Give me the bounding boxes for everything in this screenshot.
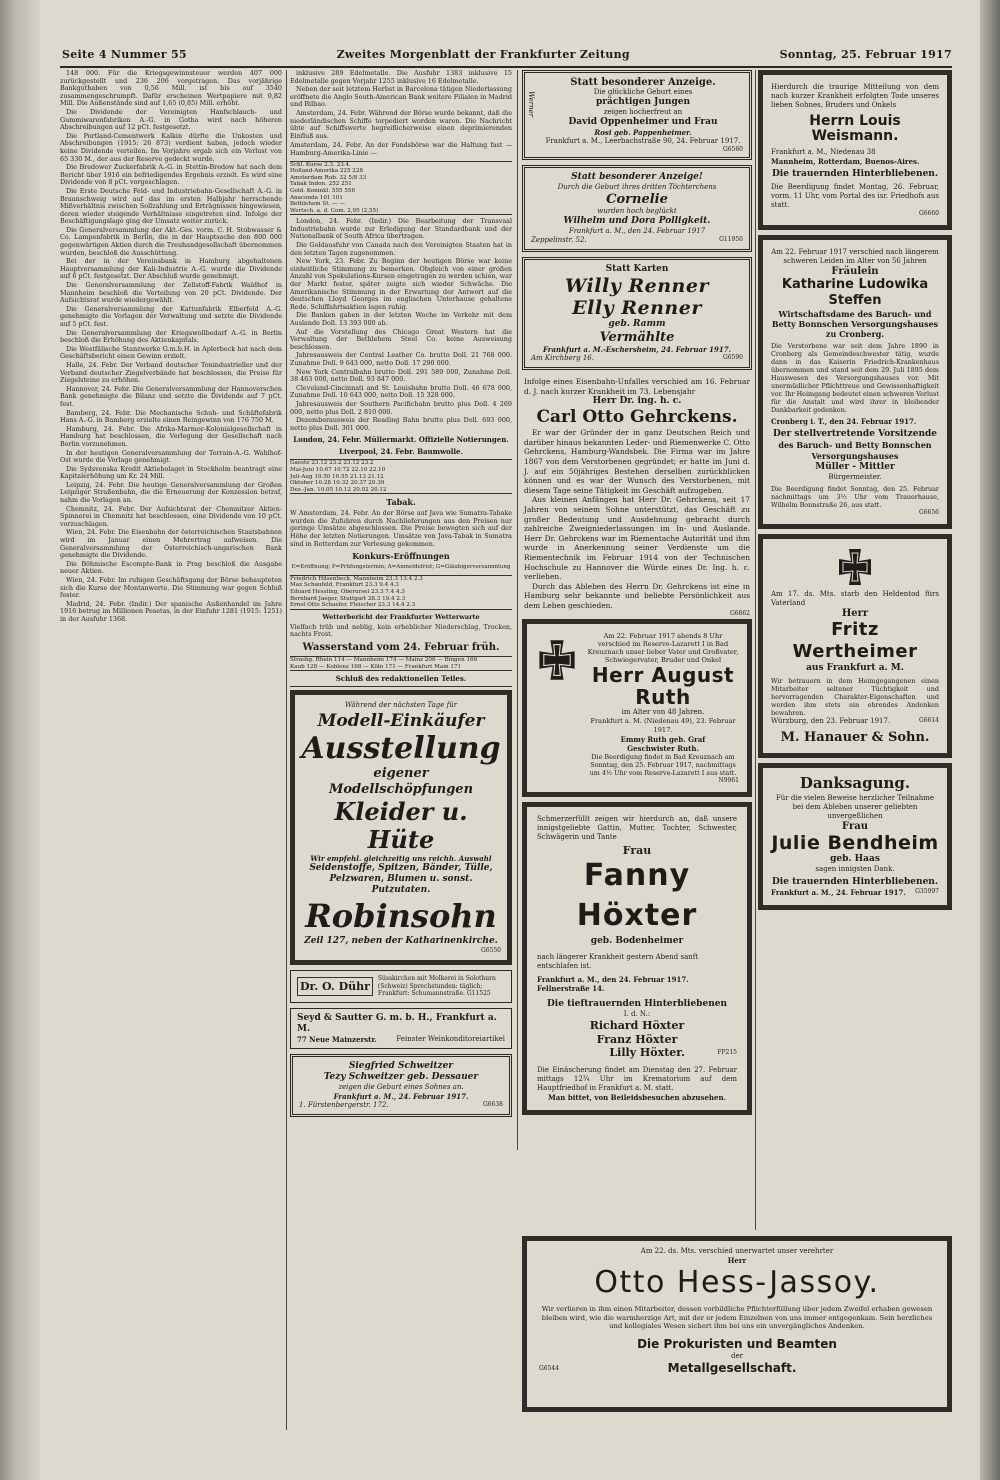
hoexter-place: Frankfurt a. M., den 24. Februar 1917. Fellnerstraße 14.	[537, 975, 689, 994]
polligkeit-text: Durch die Geburt ihres dritten Töchterchens	[557, 183, 717, 191]
column-rule-1	[286, 70, 287, 1430]
col1-paragraph: Die Bredower Zuckerfabrik A.-G. in Stettin-Bredow hat nach dem Bericht über 1916 ein befriedigendes Ergebnis erzielt. Es wird eine Dividende von 8 pCt. vorgeschlagen.	[60, 163, 282, 187]
konkurs-table-row: Bernhard Jaeger, Stuttgart 28.3 19.4 2.3	[290, 595, 406, 602]
seyd-row	[297, 1035, 505, 1044]
robinsohn-line4: Kleider u. Hüte	[334, 797, 468, 855]
bendheim-frau: Frau	[842, 821, 868, 832]
renner-place: Frankfurt a. M.-Eschersheim, 24. Februar 1917.	[542, 345, 732, 354]
ad-seyd-sautter	[290, 1008, 512, 1049]
oppenheimer-place: Frankfurt a. M., Leerbachstraße 90, 24. Februar 1917.	[545, 137, 741, 145]
polligkeit-text2: wurden hoch beglückt	[597, 207, 677, 215]
col2-mid-paragraph: Die Goldausfuhr von Canada nach den Vereinigten Staaten hat in den letzten Tagen zugenommen.	[290, 241, 512, 257]
col2-mid-paragraph: London, 24. Febr. (Indir.) Die Bearbeitung der Transvaal Industriebahn wurde zur Erledigung der Standardbank und der Nationalbank of South Africa übertragen.	[290, 217, 512, 241]
steffen-role: Wirtschaftsdame des Baruch- und Betty Bonnschen Versorgungshauses zu Cronberg.	[771, 309, 939, 339]
amsterdam-table-row: Anaconda 101 101	[290, 194, 343, 201]
amsterdam-table-row: Holland-Amerika 225 228	[290, 168, 363, 175]
weismann-code: G6660	[918, 210, 939, 217]
bendheim-code: G35997	[915, 888, 939, 895]
markets-mid-text	[290, 218, 512, 432]
steffen-body: Die Verstorbene war seit dem Jahre 1890 in Cronberg als Gemeindeschwester tätig, wurde dann in das Kaiserin Friedrich-Krankenhaus übernommen und stand seit dem 29. Juli 1895 dem Hauswesen des Versorgungshauses vor. Mit unermüdlicher Pflichttreue und Gewissenhaftigkeit vor. Ihr Heimgang bedeutet einen schweren Verlust für die Anstalt und wird ihrer in bleibender Dankbarkeit gedenken.	[771, 342, 939, 414]
bendheim-text: Für die vielen Beweise herzlicher Teilnahme bei dem Ableben unserer geliebten unvergeßlichen	[775, 794, 935, 820]
col2-mid-paragraph: New York, 23. Febr. Zu Beginn der heutigen Börse war keine einheitliche Stimmung zu bemerken. Obgleich von einer großen Anzahl von Spekulations-Kursen eingetragen zu werden schien, war der Markt fester, später zeigte sich wieder Schwäche. Die Amerikanische Stimmung in der Erwartung der Antwort auf die deutschen Lloyd Georges im englischen Unterhause gehaltene Rede. Schiffahrtsaktien lagen ruhig.	[290, 257, 512, 311]
polligkeit-code: G11956	[719, 236, 743, 243]
col2-top-paragraph: Amsterdam, 24. Febr. Während der Börse wurde bekannt, daß die niederländischen Schiffe torpediert worden waren. Die Nachricht übte auf Schiffswerte begreiflicherweise einen deprimierenden Einfluß aus.	[290, 108, 512, 140]
hoexter-text: nach längerer Krankheit gestern Abend sanft entschlafen ist.	[537, 953, 699, 971]
steffen-place: Cronberg i. T., den 24. Februar 1917.	[771, 417, 917, 426]
tabak-text: W Amsterdam, 24. Febr. An der Börse auf Java wie Sumatra-Tabake wurden die Zufuhren durch Nachlieferungen aus den Preisen nur geringe Umsätze abgeschlossen. Die Preise bewegten sich auf der Höhe der letzten Notierungen. Umsätze von Java-Tabak in Sumatra sind in Rotterdam zur Verlesung gekommen.	[290, 509, 512, 548]
steffen-sig4: Bürgermeister.	[828, 473, 882, 481]
bendheim-foot	[771, 888, 939, 897]
schweitzer-name2: Tezy Schweitzer geb. Dessauer	[323, 1071, 479, 1082]
gehrckens-title: Herr Dr. ing. h. c.	[592, 396, 682, 407]
oppenheimer-title: Statt besonderer Anzeige.	[570, 77, 716, 88]
steffen-name: Katharine Ludowika Steffen	[781, 277, 929, 308]
col1-paragraph: Wien, 24. Febr. Die Eisenbahn der österreichischen Staatsbahnen wird im Januar einen Mehrertrag aufweisen. Die Generalversammlung der Österreichisch-ungarischen Bank genehmigte die Dividende.	[60, 528, 282, 560]
col1-paragraph: Bei der in der Vereinsbank in Hamburg abgehaltenen Hauptversammlung der Kali-Industrie A.-G. wurde die Dividende auf 6 pCt. festgesetzt. Der Abschluß wurde genehmigt.	[60, 257, 282, 281]
renner-name2: Elly Renner	[572, 297, 702, 319]
page-binding	[0, 0, 40, 1480]
wertheimer-name: Fritz Wertheimer	[792, 619, 918, 662]
renner-geb: geb. Ramm	[608, 319, 666, 329]
hoexter-intro: Schmerzerfüllt zeigen wir hierdurch an, daß unsere innigstgeliebte Gattin, Mutter, Tochter, Schwester, Schwägerin und Tante	[537, 815, 737, 842]
polligkeit-title: Statt besonderer Anzeige!	[571, 172, 703, 182]
weismann-funeral: Die Beerdigung findet Montag, 26. Februar, vorm. 11 Uhr, vom Portal des isr. Friedhofs aus statt.	[771, 183, 939, 209]
wertheimer-body: Wir betrauern in dem Heimgegangenen einen Mitarbeiter seltener Tüchtigkeit und hervorragenden Charakter-Eigenschaften und werden ihm stets ein ehrendes Andenken bewahren.	[771, 677, 939, 717]
col1-paragraph: Die Dividende der Vereinigten Hanfschlauch- und Gummiwarenfabriken A.-G. in Gotha wird nach höheren Abschreibungen auf 12 pCt. festgesetzt.	[60, 107, 282, 132]
column-family-notices	[522, 70, 752, 1370]
konkurs-table-row: Friedrich Hilsenbeck, Mannheim 23.3 13.4 2.3	[290, 575, 423, 582]
col1-paragraph: Hamburg, 24. Febr. Die Afrika-Marmor-Kolonialgesellschaft in Hamburg hat beschlossen, die Verlegung der Gesellschaft nach Berlin vorzunehmen.	[60, 424, 282, 448]
col1-paragraph: Hannover, 24. Febr. Die Generalversammlung der Hannoverschen Bank genehmigte die Bilanz und setzte die Dividende auf 7 pCt. fest.	[60, 384, 282, 408]
hoexter-m3: Lilly Höxter.	[609, 1046, 685, 1060]
liverpool-table-row: Oktober 10.28 10.32 20.37 20.39	[290, 480, 385, 487]
header-rule	[60, 66, 952, 68]
ad-robinsohn	[290, 690, 512, 965]
hoexter-code: FP215	[717, 1049, 737, 1057]
hoexter-idn: I. d. N.:	[623, 1010, 651, 1019]
col1-paragraph: Die Böhmische Escompte-Bank in Prag beschloß die Ausgabe neuer Aktien.	[60, 559, 282, 576]
robinsohn-code: G6550	[480, 947, 501, 955]
ad-schweitzer	[290, 1054, 512, 1117]
wetter-heading: Wetterbericht der Frankfurter Wetterwarte	[322, 612, 480, 621]
col1-paragraph: 148 000. Für die Kriegsgewinnsteuer werden 407 000 zurückgestellt und 236 206 vorgetragen. Das vorjährige Bankguthaben von 0,56 Mill. ist bis auf 3540 zusammengeschrumpft. Dafür erscheinen Wertpapiere mit 0,82 Mill. Die Außenstände sind auf 1,65 (0,85) Mill. erhöht.	[60, 70, 282, 108]
polligkeit-names: Wilhelm und Dora Polligkeit.	[563, 216, 711, 226]
wertheimer-place: aus Frankfurt a. M.	[806, 663, 904, 673]
col1-paragraph: Die Erste Deutsche Feld- und Industriebahn-Gesellschaft A.-G. in Braunschweig wird auf das im ersten Halbjahr herrschende Mißverhältnis zwischen Sollzahlung und Erträgnissen hingewiesen, deren wieder steigende Verhältnisse eingetreten sind. Infolge der Beschäftigungslage ging der Umsatz weiter zurück.	[60, 186, 282, 226]
gehrckens-intro: Infolge eines Eisenbahn-Unfalles verschied am 16. Februar d. J. nach kurzer Krankheit im 73. Lebensjahr	[524, 377, 750, 396]
hoexter-funeral: Die Einäscherung findet am Dienstag den 27. Februar mittags 12¾ Uhr im Krematorium auf dem Hauptfriedhof in Frankfurt a. M. statt.	[537, 1066, 737, 1093]
tabak-heading: Tabak.	[386, 497, 416, 508]
dohr-text: Süsskirchen mit Molkerei in Solothurn (Schweiz) Sprechstunden: täglich; Frankfurt: Schumannstraße. G11525	[377, 975, 496, 998]
robinsohn-line2: Ausstellung	[301, 731, 501, 767]
amsterdam-table-row: Bethlehem St. — —	[290, 201, 345, 208]
hoexter-funeral2: Man bittet, von Beileidsbesuchen abzusehen.	[548, 1093, 726, 1103]
ad-oppenheimer	[522, 70, 752, 160]
col1-paragraph: Die Generalversammlung der Zellstoff-Fabrik Waldhof in Mannheim beschloß die Verteilung von 20 pCt. Dividende. Der Aufsichtsrat wurde wiedergewählt.	[60, 281, 282, 305]
ad-renner	[522, 257, 752, 370]
gehrckens-body: Er war der Gründer der in ganz Deutschen Reich und darüber hinaus bekannten Leder- und Riemenwerke C. Otto Gehrckens, Hamburg-Wandsbek. Die Firma war im Jahre 1867 von dem Verstorbenen gegründet; er hatte im Juni d. J. auf ein 50jähriges Bestehen derselben zurückblicken können und es war der Wunsch des Verstorbenen, mit diesem Tage seine Tätigkeit im Geschäft aufzugeben.	[524, 428, 750, 495]
schweitzer-text: zeigen die Geburt eines Sohnes an.	[338, 1082, 464, 1091]
ruth-mourners: Emmy Ruth geb. Graf	[620, 735, 706, 745]
header-page-number: Seite 4 Nummer 55	[62, 47, 187, 61]
oppenheimer-child: prächtigen Jungen	[595, 97, 691, 107]
ad-hoexter	[522, 802, 752, 1115]
col1-paragraph: Bamberg, 24. Febr. Die Mechanische Schuh- und Schäftefabrik Hans A.-G. in Bamberg erzielte einen Reingewinn von 176 750 M.	[60, 408, 282, 425]
col2-top-paragraph: inklusive 289 Edelmetalle. Die Ausfuhr 1383 inklusive 15 Edelmetalle gegen Vorjahr 1255 inklusive 16 Edelmetalle.	[290, 70, 512, 85]
renner-address: Am Kirchberg 16.	[531, 354, 594, 362]
konkurs-table	[290, 575, 512, 610]
column-rule-3	[755, 70, 756, 1230]
hess-name: Otto Hess-Jassoy.	[594, 1265, 880, 1300]
column-financial-news	[60, 70, 282, 1430]
weismann-name: Herrn Louis Weismann.	[809, 113, 901, 144]
amsterdam-table-row: Schl. Kurse 2.3. 23.4.	[290, 161, 351, 168]
schweitzer-place: Frankfurt a. M., 24. Februar 1917.	[333, 1091, 469, 1101]
col1-paragraph: Madrid, 24. Febr. (Indir.) Der spanische Außenhandel im Jahre 1916 betrug im Millionen Pesetas, in der Einfuhr 1281 (1915: 1251) in der Ausfuhr 1368.	[60, 599, 282, 623]
col1-paragraph: In der heutigen Generalversammlung der Terrain-A.-G. Wahlhof-Ost wurde die Vorlage genehmigt.	[60, 448, 282, 465]
wertheimer-code: G6614	[918, 717, 939, 724]
weismann-place2: Mannheim, Rotterdam, Buenos-Aires.	[771, 157, 920, 166]
renner-code: G6590	[722, 354, 743, 361]
bendheim-text2: sagen innigsten Dank.	[815, 865, 895, 873]
amsterdam-table-row: Wertsch. a. d. Com. 2,95 (2,55)	[290, 207, 379, 214]
robinsohn-address: Zeil 127, neben der Katharinenkirche.	[304, 936, 498, 947]
robinsohn-line3: eigener Modellschöpfungen	[328, 766, 474, 798]
seyd-address: 77 Neue Mainzerstr.	[297, 1034, 377, 1044]
col1-paragraph: Die Westfälische Stanzwerke G.m.b.H. in Aplerbeck hat nach dem Geschäftsbericht einen Gewinn erzielt.	[60, 344, 282, 361]
liverpool-table-row: Juli-Aug 10.50 10.55 21.13 21.12	[290, 473, 384, 480]
col1-paragraph: Die Generalversammlung der Kattunfabrik Elberfeld A.-G. genehmigte die Vorlagen der Verwaltung und setzte die Dividende auf 5 pCt. fest.	[60, 304, 282, 328]
amsterdam-table-row: Gold. Koninkl. 555 556	[290, 187, 356, 194]
col2-top-paragraph: Neben der seit letztem Herbst in Barcelona tätigen Niederlassung eröffnete die Anglo South-American Bank weitere Filialen in Madrid und Bilbao.	[290, 85, 512, 109]
robinsohn-line5: Wir empfehl. gleichzeitig uns reichh. Auswahl	[310, 854, 492, 864]
schweitzer-name1: Siegfried Schweitzer	[348, 1060, 454, 1071]
steffen-sig3: Müller - Mittler	[815, 462, 895, 472]
seyd-name: Seyd & Sautter G. m. b. H., Frankfurt a. M.	[297, 1012, 497, 1034]
iron-cross-icon	[535, 638, 579, 682]
header-date: Sonntag, 25. Februar 1917	[779, 47, 952, 61]
steffen-sig2: des Baruch- und Betty Bonnschen Versorgungshauses	[778, 440, 932, 461]
london-heading: London, 24. Febr. Müllermarkt. Offizielle Notierungen.	[293, 435, 509, 445]
renner-title: Statt Karten	[605, 264, 669, 274]
gehrckens-name: Carl Otto Gehrckens.	[536, 407, 738, 428]
header-masthead: Zweites Morgenblatt der Frankfurter Zeitung	[336, 47, 630, 61]
bendheim-geb: geb. Haas	[830, 854, 880, 864]
ad-hess-jassoy	[522, 1236, 952, 1412]
ruth-code: N9961	[718, 777, 739, 785]
hoexter-mourners-title: Die tieftrauernden Hinterbliebenen	[546, 999, 728, 1010]
robinsohn-line6: Seidenstoffe, Spitzen, Bänder, Tülle, Pelzwaren, Blumen u. sonst. Putzutaten.	[309, 863, 493, 896]
weismann-mourners: Die trauernden Hinterbliebenen.	[772, 169, 938, 179]
col1-paragraph: Die Portland-Cementwerk Kalkin dürfte die Unkosten und Abschreibungen (1915: 26 873) verdient haben, jedoch wieder keine Dividende verteilen. Im Vorjahre ergab sich ein Verlust von 65 330 M., der aus der Reserve gedeckt wurde.	[60, 131, 282, 163]
ruth-title: Herr August Ruth	[591, 663, 735, 710]
wertheimer-foot	[771, 717, 939, 726]
markets-top-text	[290, 70, 512, 140]
dohr-logo: Dr. O. Dühr	[297, 977, 373, 996]
bendheim-title: Danksagung.	[799, 774, 911, 792]
steffen-title: Fräulein	[831, 266, 879, 277]
steffen-sig1: Der stellvertretende Vorsitzende	[772, 429, 938, 439]
weismann-intro: Hierdurch die traurige Mitteilung von dem nach kurzer Krankheit erfolgten Tode unseres lieben Sohnes, Bruders und Onkels	[771, 83, 939, 109]
renner-text: Vermählte	[599, 330, 675, 345]
oppenheimer-side: Werner	[527, 91, 535, 118]
page-header	[62, 44, 952, 64]
wetter-text: Vielfach trüb und neblig, kein erheblicher Niederschlag, Trocken, nachts Frost.	[290, 622, 512, 639]
hoexter-name: Fanny Höxter	[576, 858, 698, 934]
schweitzer-address: 1. Fürstenbergerstr. 172.	[299, 1100, 389, 1109]
end-editorial-notice: Schluß des redaktionellen Teiles.	[335, 674, 467, 684]
wasser-table-row: Kaub 128 — Koblenz 168 — Köln 171 — Frankfurt Main 171	[290, 663, 462, 670]
oppenheimer-text: Die glückliche Geburt eines	[593, 88, 693, 96]
hoexter-m2: Franz Höxter	[596, 1033, 678, 1047]
gehrckens-body2: Aus kleinen Anfängen hat Herr Dr. Gehrckens, seit 17 Jahren von seinem Sohne unterstützt, das Geschäft zu großer Bedeutung und Ausdehnung gebracht durch zahlreiche Zweigniederlassungen im In- und Auslande. Herr Dr. Gehrckens war im Riementache Autorität und ihm wurde in Anerkennung seiner Verdienste um die Riementechnik im Februar 1914 von der Technischen Hochschule zu Hannover die Würde eines Dr. Ing. h. c. verliehen.	[524, 495, 750, 582]
col1-paragraph: Die Generalversammlung der Kriegswollbedarf A.-G. in Berlin beschloß die Erhöhung des Aktienkapitals.	[60, 328, 282, 345]
col1-paragraph: Chemnitz, 24. Febr. Der Aufsichtsrat der Chemnitzer Aktien-Spinnerei in Chemnitz hat beschlossen, eine Dividende von 10 pCt. vorzuschlagen.	[60, 504, 282, 528]
wasser-table-row: Strasbg. Rhein 114 — Mannheim 174 — Mainz 206 — Bingen 166	[290, 657, 478, 663]
wertheimer-city: Würzburg, den 23. Februar 1917.	[771, 717, 891, 725]
steffen-code: G6656	[918, 509, 939, 516]
wertheimer-firm: M. Hanauer & Sohn.	[780, 730, 930, 745]
gehrckens-body3: Durch das Ableben des Herrn Dr. Gehrckens ist eine in Hamburg sehr bekannte und beliebte Persönlichkeit aus dem Leben geschieden.	[524, 581, 750, 610]
konkurs-heading: Konkurs-Eröffnungen	[352, 551, 450, 562]
ruth-place: Frankfurt a. M. (Niedenau 49), 23. Februar 1917.	[590, 717, 736, 735]
polligkeit-place: Frankfurt a. M., den 24. Februar 1917	[568, 227, 706, 235]
konkurs-legend: E=Eröffnung; P=Prüfungstermin; A=Anmeldefrist; G=Gläubigerversammlung	[291, 564, 511, 571]
ad-weismann	[758, 70, 952, 230]
col1-paragraph: Leipzig, 24. Febr. Die heutige Generalversammlung der Großen Leipziger Straßenbahn, die die Erneuerung der Konzession betraf, nahm die Vorlagen an.	[60, 480, 282, 505]
oppenheimer-names2: Rosi geb. Pappenheimer.	[594, 128, 692, 137]
liverpool-table-row: Mai-Juni 10.67 10.72 22.10 22.10	[290, 466, 386, 473]
editorial-separator	[290, 686, 512, 687]
seyd-product: Feinster Weinkonditoreiartikel	[396, 1034, 505, 1043]
steffen-funeral: Die Beerdigung findet Sonntag, den 25. Februar nachmittags um 3½ Uhr vom Trauerhause, Wilhelm Bonnstraße 26, aus statt.	[771, 485, 939, 509]
renner-name1: Willy Renner	[565, 275, 709, 297]
ad-polligkeit	[522, 165, 752, 252]
col1-paragraph: Wien, 24. Febr. Im ruhigen Geschäftsgang der Börse behaupteten sich die Kurse der Montanwerte. Die Stimmung war gegen Schluß fester.	[60, 576, 282, 600]
hoexter-geb: geb. Bodenheimer	[590, 936, 684, 947]
robinsohn-intro: Während der nächsten Tage für	[344, 701, 458, 710]
ruth-mourners2: Geschwister Ruth.	[627, 744, 699, 754]
gehrckens-code: G6862	[729, 610, 750, 618]
ruth-age: im Alter von 48 Jahren.	[621, 708, 705, 717]
polligkeit-child: Cornelie	[606, 192, 668, 207]
hess-sig3: Metallgesellschaft.	[667, 1360, 797, 1375]
column-obituaries	[758, 70, 952, 1230]
schweitzer-code: G6638	[482, 1100, 503, 1108]
hess-code: G6544	[539, 1364, 560, 1372]
column-markets	[290, 70, 512, 1430]
bendheim-name: Julie Bendheim	[771, 832, 939, 854]
hess-foot	[539, 1361, 935, 1376]
col2-mid-paragraph: New York Centralbahn brutto Doll. 291 589 000, Zunahme Doll. 38 463 000, netto Doll. 93 847 000.	[290, 367, 512, 384]
wasser-table	[290, 656, 512, 671]
schweitzer-foot	[299, 1101, 503, 1110]
col2-mid-paragraph: Dezemberausweis der Reading Bahn brutto plus Doll. 693 000, netto plus Doll. 301 000.	[290, 416, 512, 432]
hoexter-frau: Frau	[622, 844, 652, 858]
page-edge	[980, 0, 1000, 1480]
robinsohn-firm: Robinsohn	[305, 897, 497, 936]
oppenheimer-names: David Oppenheimer und Frau	[568, 117, 718, 127]
hoexter-m3-row	[537, 1047, 737, 1058]
col1-paragraph: Die Sydsvenska Kredit Aktiebolaget in Stockholm beantragt eine Kapitalerhöhung um Kr. 24 Mill.	[60, 464, 282, 481]
col2-mid-paragraph: Jahresausweis der Central Leather Co. brutto Doll. 21 768 000. Zunahme Doll. 9 643 000, netto Doll. 17 290 000.	[290, 351, 512, 367]
amsterdam-table-row: Amsterdam Rub. 32 5/8 33	[290, 174, 367, 181]
bendheim-mourners: Die trauernden Hinterbliebenen.	[772, 877, 938, 887]
ad-ruth	[522, 619, 752, 797]
notice-gehrckens	[522, 375, 752, 619]
oppenheimer-code: G6560	[722, 146, 743, 153]
column-rule-2	[517, 70, 518, 1150]
polligkeit-address: Zeppelinstr. 52.	[531, 236, 587, 244]
weismann-place: Frankfurt a. M., Niedenau 38	[771, 148, 876, 156]
iron-cross-icon	[835, 547, 875, 587]
polligkeit-foot	[531, 236, 743, 245]
amsterdam-table	[290, 161, 512, 216]
wertheimer-title: Herr	[841, 608, 869, 619]
konkurs-table-row: Max Schaufeld, Frankfurt 23.3 9.4 4.3	[290, 582, 399, 589]
hoexter-m1: Richard Höxter	[589, 1019, 685, 1033]
col1-paragraph: Halle, 24. Febr. Der Verband deutscher Tonindustrieller und der Verband deutscher Ziegelverbände hat beschlossen, die Preise für Ziegelsteine zu erhöhen.	[60, 360, 282, 385]
bendheim-place: Frankfurt a. M., 24. Februar 1917.	[771, 888, 906, 897]
konkurs-table-row: Ernst Otto Schaefer, Fleischer 23.3 14.4 2.3	[290, 602, 416, 609]
wasser-heading: Wasserstand vom 24. Februar früh.	[302, 642, 500, 653]
liverpool-table-row: Dez.-Jan. 10.05 10.12 20.02 20.12	[290, 486, 387, 493]
amsterdam-heading: Amsterdam, 24. Febr. An der Fondsbörse war die Haltung fast — Hamburg-Amerika-Linie —	[290, 141, 512, 157]
ad-steffen	[758, 235, 952, 529]
liverpool-table-row: Gaeste 23.12 23.2 23.12 23.2	[290, 460, 374, 467]
hess-sig1: Die Prokuristen und Beamten	[637, 1336, 837, 1351]
ad-dohr	[290, 970, 512, 1003]
hess-title: Herr	[727, 1256, 747, 1265]
ruth-intro: Am 22. Februar 1917 abends 8 Uhr verschied im Reserve-Lazarett I in Bad Kreuznach unser lieber Vater und Großvater, Schwiegervater, Bruder und Onkel	[587, 632, 739, 665]
amsterdam-table-row: Tabak Indon. 252 251	[290, 181, 352, 188]
robinsohn-line1: Modell-Einkäufer	[317, 711, 485, 732]
konkurs-table-row: Eduard Hessling, Oberursel 23.3 7.4 4.3	[290, 589, 405, 596]
col2-mid-paragraph: Auf die Vorstellung des Chicago Great Western hat die Verwaltung der Bethlehem Steel Co. keine Ausweisung beschlossen.	[290, 327, 512, 351]
steffen-intro: Am 22. Februar 1917 verschied nach längerem schweren Leiden im Alter von 56 Jahren	[771, 248, 939, 265]
ruth-funeral: Die Beerdigung findet in Bad Kreuznach am Sonntag, den 25. Februar 1917, nachmittags um 4½ Uhr vom Reserve-Lazarett I aus statt.	[589, 753, 737, 778]
liverpool-heading: Liverpool, 24. Febr. Baumwolle.	[339, 447, 463, 457]
hess-sig2: der	[731, 1351, 743, 1360]
ad-bendheim	[758, 763, 952, 910]
col1-paragraph: Die Generalversammlung der Akt.-Ges. vorm. C. H. Stobwasser & Co. Lampenfabrik in Berlin, die in der Hauptsache den 800 000 gegenwärtigen Aktien durch die Treuhandgesellschaft übernommen wurden, beschloß die Ausschüttung.	[60, 225, 282, 257]
col2-mid-paragraph: Jahresausweis der Southern Pacificbahn brutto plus Doll. 4 269 000, netto plus Doll. 2 810 000.	[290, 399, 512, 416]
col2-mid-paragraph: Cleveland-Cincinnati and St. Louisbahn brutto Doll. 46 678 000, Zunahme Doll. 10 643 000, netto Doll. 15 328 000.	[290, 383, 512, 400]
hess-intro: Am 22. ds. Mts. verschied unerwartet unser verehrter	[640, 1247, 834, 1255]
renner-foot	[531, 354, 743, 363]
wertheimer-intro: Am 17. ds. Mts. starb den Heldentod fürs Vaterland	[771, 590, 939, 607]
col2-mid-paragraph: Die Banken gaben in der letzten Woche im Verkehr mit dem Auslande Doll. 13 393 000 ab.	[290, 311, 512, 327]
oppenheimer-text2: zeigen hocherfreut an	[603, 108, 683, 116]
hess-body: Wir verlieren in ihm einen Mitarbeiter, dessen vorbildliche Pflichterfüllung über jedem Zweifel erhaben gewesen bleiben wird, wie die warmherzige Art, mit der er jedem Einzelnen von uns immer entgegenkam. Sein herzliches und kollegiales Wesen sichert ihm bei uns ein unvergängliches Andenken.	[541, 1305, 933, 1331]
liverpool-table	[290, 459, 512, 494]
ad-wertheimer	[758, 534, 952, 758]
